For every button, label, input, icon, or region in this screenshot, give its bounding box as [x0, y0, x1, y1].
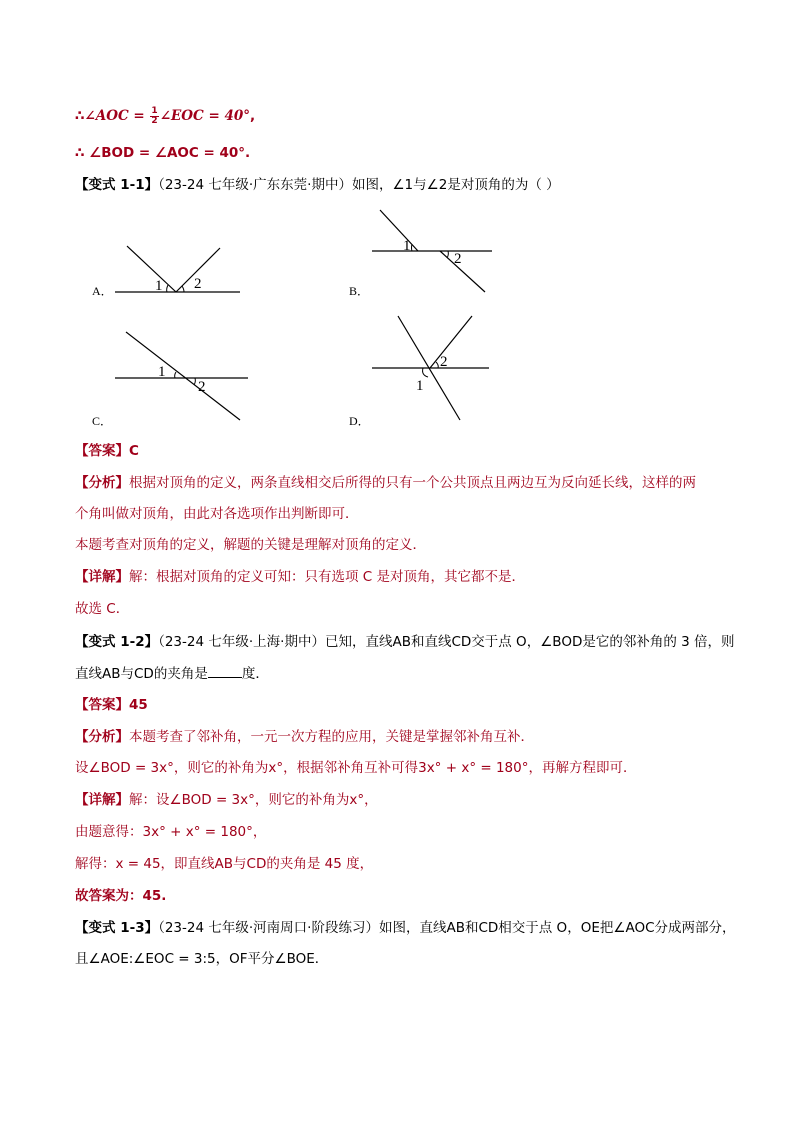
- q2-detail-2: 由题意得：3x° + x° = 180°，: [75, 824, 267, 840]
- q2-source: （23-24 七年级·上海·期中）: [158, 634, 325, 650]
- q2-analysis-2: 设∠BOD = 3x°，则它的补角为x°，根据邻补角互补可得3x° + x° = 180°，再解方程即可．: [75, 760, 637, 776]
- analysis-text: 根据对顶角的定义，两条直线相交后所得的只有一个公共顶点且两边互为反向延长线，这样的两: [129, 475, 696, 491]
- option-b-label: B．: [349, 284, 370, 298]
- fraction-denominator: 2: [151, 115, 158, 126]
- q2-answer: [75, 695, 148, 715]
- q2-question: 已知，直线AB和直线CD交于点 O，∠BOD是它的邻补角的 3 倍，则: [324, 634, 735, 650]
- therefore-symbol: ∴: [75, 108, 85, 124]
- c-angle2-label: 2: [198, 379, 206, 395]
- answer-value: C: [129, 443, 139, 459]
- a-left-ray: [127, 246, 176, 292]
- angle-eoc-value: ∠EOC = 40°: [159, 108, 251, 124]
- q3-source: （23-24 七年级·河南周口·阶段练习）: [158, 920, 379, 936]
- d-line-2: [430, 316, 472, 368]
- option-d-figure: [368, 312, 494, 424]
- option-c-label: C．: [92, 414, 113, 428]
- q1-question: 如图，∠1与∠2是对顶角的为（ ）: [351, 177, 560, 193]
- q3-stem-1: [75, 918, 736, 938]
- detail-text: 解：设∠BOD = 3x°，则它的补角为x°，: [129, 792, 378, 808]
- comma: ,: [250, 108, 256, 124]
- analysis-text: 本题考查了邻补角，一元一次方程的应用，关键是掌握邻补角互补．: [129, 729, 534, 745]
- answer-blank: [208, 663, 242, 678]
- q2-analysis-1: [75, 727, 534, 747]
- d-angle1-label: 1: [416, 378, 424, 394]
- q2-stem-2: [75, 663, 269, 684]
- a-angle2-arc: [182, 286, 184, 292]
- answer-tag: 【答案】: [75, 443, 129, 459]
- a-angle1-arc: [167, 285, 168, 292]
- q2-detail-4: 故答案为：45.: [75, 888, 167, 904]
- option-a-figure: [110, 238, 245, 300]
- option-b-figure: [368, 206, 498, 298]
- c-angle1-arc: [175, 372, 176, 378]
- d-angle2-label: 2: [440, 354, 448, 370]
- q2-question-cont: 直线AB与CD的夹角是: [75, 666, 208, 682]
- equals: =: [128, 108, 150, 124]
- d-angle1-arc: [423, 368, 428, 377]
- detail-text: 解：根据对顶角的定义可知：只有选项 C 是对顶角，其它都不是．: [129, 569, 526, 585]
- q1-analysis-3: 本题考查对顶角的定义，解题的关键是理解对顶角的定义．: [75, 537, 426, 553]
- angle-aoc: ∠AOC: [84, 108, 129, 124]
- fraction-half: [150, 107, 158, 126]
- detail-tag: 【详解】: [75, 792, 129, 808]
- q1-stem: [75, 175, 560, 195]
- b-angle1-label: 1: [403, 238, 411, 254]
- q1-detail-1: [75, 567, 525, 587]
- answer-value: 45: [129, 697, 148, 713]
- q3-tag: 【变式 1-3】: [75, 920, 159, 936]
- c-angle2-arc: [194, 378, 195, 385]
- d-angle2-arc: [436, 362, 438, 368]
- c-angle1-label: 1: [158, 364, 166, 380]
- a-angle2-label: 2: [194, 276, 202, 292]
- b-ray-2: [440, 251, 485, 292]
- detail-tag: 【详解】: [75, 569, 129, 585]
- q2-detail-3: 解得：x = 45，即直线AB与CD的夹角是 45 度，: [75, 856, 374, 872]
- b-angle1-arc: [412, 244, 413, 251]
- fraction-numerator: 1: [151, 105, 158, 116]
- b-angle2-arc: [447, 251, 448, 258]
- q1-tag: 【变式 1-1】: [75, 177, 159, 193]
- q1-analysis-2: 个角叫做对顶角，由此对各选项作出判断即可．: [75, 506, 359, 522]
- q1-detail-2: 故选 C．: [75, 601, 130, 617]
- option-c-figure: [112, 328, 252, 424]
- q1-source: （23-24 七年级·广东东莞·期中）: [158, 177, 352, 193]
- q1-answer: [75, 441, 139, 461]
- option-a-label: A．: [92, 284, 113, 298]
- derivation-line-1: [75, 106, 255, 126]
- a-angle1-label: 1: [155, 278, 163, 294]
- q2-question-end: 度．: [241, 666, 269, 682]
- c-transversal: [126, 332, 240, 420]
- option-d-label: D．: [349, 414, 370, 428]
- q3-question: 如图，直线AB和CD相交于点 O，OE把∠AOC分成两部分，: [378, 920, 736, 936]
- derivation-line-2: ∴ ∠BOD = ∠AOC = 40°.: [75, 145, 251, 161]
- q2-stem-1: [75, 632, 735, 652]
- q2-detail-1: [75, 790, 378, 810]
- b-angle2-label: 2: [454, 251, 462, 267]
- q3-stem-2: 且∠AOE:∠EOC = 3:5，OF平分∠BOE．: [75, 951, 329, 967]
- analysis-tag: 【分析】: [75, 729, 129, 745]
- q1-analysis-1: [75, 473, 696, 493]
- q2-tag: 【变式 1-2】: [75, 634, 159, 650]
- answer-tag: 【答案】: [75, 697, 129, 713]
- analysis-tag: 【分析】: [75, 475, 129, 491]
